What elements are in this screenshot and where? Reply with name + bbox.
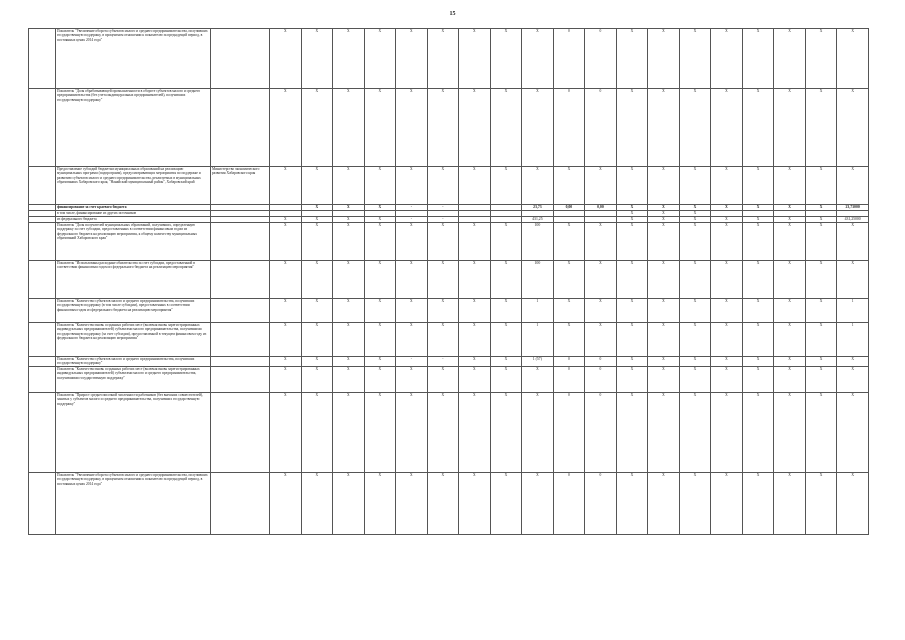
row-number-cell xyxy=(29,261,56,299)
value-cell: X xyxy=(616,261,648,299)
value-cell: X xyxy=(396,299,428,323)
value-cell: X xyxy=(679,167,711,205)
value-cell: X xyxy=(648,211,680,217)
executor-cell xyxy=(211,393,270,473)
table-row xyxy=(29,393,869,473)
value-cell: X xyxy=(679,211,711,217)
value-cell: X xyxy=(333,261,365,299)
value-cell: X xyxy=(679,367,711,393)
value-cell: X xyxy=(837,29,869,89)
value-cell: X xyxy=(742,473,774,535)
value-cell: X xyxy=(648,357,680,367)
value-cell: 0 xyxy=(553,393,585,473)
indicator-name-cell: из федерального бюджета xyxy=(56,217,211,223)
value-cell: X xyxy=(364,299,396,323)
table-row xyxy=(29,261,869,299)
value-cell: X xyxy=(585,261,617,299)
value-cell: X xyxy=(837,261,869,299)
value-cell: X xyxy=(774,473,806,535)
value-cell: X xyxy=(490,367,522,393)
value-cell: X xyxy=(427,261,459,299)
value-cell: X xyxy=(427,473,459,535)
value-cell: X xyxy=(742,299,774,323)
value-cell: X xyxy=(711,223,743,261)
value-cell: - xyxy=(396,357,428,367)
value-cell: X xyxy=(774,29,806,89)
value-cell: X xyxy=(616,29,648,89)
table-row xyxy=(29,167,869,205)
value-cell: X xyxy=(364,29,396,89)
value-cell: - xyxy=(427,217,459,223)
value-cell: X xyxy=(490,473,522,535)
row-number-cell xyxy=(29,89,56,167)
value-cell: X xyxy=(679,223,711,261)
value-cell: X xyxy=(774,89,806,167)
value-cell: X xyxy=(679,205,711,211)
value-cell: X xyxy=(333,357,365,367)
value-cell: X xyxy=(459,167,491,205)
value-cell: X xyxy=(301,323,333,357)
value-cell: X xyxy=(270,261,302,299)
value-cell: 0 xyxy=(553,473,585,535)
indicator-name-cell: Предоставление субсидий бюджетам муниципальных образований на реализацию муниципальных программ (подпрограмм), предусматривающих мероприятия по поддержке и развитию субъектов малого и среднего предпринимательства, реализуемых в муниципальных образованиях Хабаровского края, "Нанайский муниципальный район", Хабаровский край xyxy=(56,167,211,205)
value-cell: X xyxy=(805,167,837,205)
value-cell: X xyxy=(270,167,302,205)
value-cell: X xyxy=(364,205,396,211)
row-number-cell xyxy=(29,29,56,89)
value-cell: X xyxy=(333,473,365,535)
value-cell: X xyxy=(742,89,774,167)
value-cell: X xyxy=(616,211,648,217)
value-cell: X xyxy=(711,205,743,211)
value-cell: X xyxy=(364,357,396,367)
value-cell: X xyxy=(648,167,680,205)
value-cell: X xyxy=(805,89,837,167)
value-cell: X xyxy=(301,89,333,167)
value-cell: X xyxy=(616,367,648,393)
row-number-cell xyxy=(29,323,56,357)
value-cell: 0 xyxy=(585,393,617,473)
executor-cell xyxy=(211,261,270,299)
value-cell: X xyxy=(490,299,522,323)
value-cell: 1 xyxy=(837,323,869,357)
value-cell: 1 xyxy=(522,323,554,357)
value-cell: 0 xyxy=(553,89,585,167)
page-number: 15 xyxy=(449,11,456,17)
value-cell: X xyxy=(742,323,774,357)
value-cell: X xyxy=(301,223,333,261)
value-cell: X xyxy=(805,29,837,89)
value-cell: X xyxy=(490,393,522,473)
value-cell: X xyxy=(616,393,648,473)
table-row xyxy=(29,323,869,357)
value-cell: X xyxy=(585,167,617,205)
value-cell: X xyxy=(301,299,333,323)
value-cell: X xyxy=(459,323,491,357)
value-cell: 431,25000 xyxy=(837,217,869,223)
row-number-cell xyxy=(29,473,56,535)
value-cell: X xyxy=(522,29,554,89)
value-cell: X xyxy=(616,223,648,261)
value-cell: X xyxy=(837,223,869,261)
value-cell: X xyxy=(427,223,459,261)
value-cell: 1 (57) xyxy=(522,357,554,367)
value-cell: X xyxy=(427,367,459,393)
value-cell: X xyxy=(742,205,774,211)
value-cell: 23,73000 xyxy=(837,205,869,211)
value-cell: X xyxy=(648,299,680,323)
value-cell: X xyxy=(270,367,302,393)
executor-cell xyxy=(211,29,270,89)
value-cell: X xyxy=(459,367,491,393)
value-cell: X xyxy=(301,29,333,89)
value-cell: X xyxy=(427,299,459,323)
value-cell: X xyxy=(585,223,617,261)
value-cell: 0 xyxy=(585,357,617,367)
value-cell: X xyxy=(679,323,711,357)
value-cell: X xyxy=(270,473,302,535)
value-cell: X xyxy=(616,205,648,211)
value-cell: X xyxy=(490,323,522,357)
indicator-name-cell: Показатель "Количество субъектов малого и среднего предпринимательства, получивших государственную поддержку" xyxy=(56,357,211,367)
value-cell: X xyxy=(522,167,554,205)
executor-cell xyxy=(211,367,270,393)
value-cell: 0,00 xyxy=(585,205,617,211)
value-cell: 0 xyxy=(585,473,617,535)
indicator-name-cell: Показатель "Количество вновь созданных рабочих мест (включая вновь зарегистрированных индивидуальных предпринимателей) субъектами малого и среднего предпринимательства, получившими государственную поддержку" xyxy=(56,367,211,393)
value-cell: X xyxy=(774,167,806,205)
value-cell: X xyxy=(679,217,711,223)
indicator-name-cell: финансирование за счет краевого бюджета xyxy=(56,205,211,211)
value-cell: X xyxy=(364,323,396,357)
value-cell: X xyxy=(364,167,396,205)
value-cell: X xyxy=(333,299,365,323)
value-cell: X xyxy=(490,89,522,167)
value-cell: X xyxy=(805,393,837,473)
value-cell: X xyxy=(648,89,680,167)
executor-cell xyxy=(211,323,270,357)
row-number-cell xyxy=(29,367,56,393)
indicator-name-cell: Показатель "Количество вновь созданных рабочих мест (включая вновь зарегистрированных индивидуальных предпринимателей) субъектами малого предпринимательства, получившими государственную поддержку (за счет субсидии), предоставленной в текущем финансовом году из федерального бюджета на реализацию мероприятия" xyxy=(56,323,211,357)
value-cell: X xyxy=(333,393,365,473)
value-cell: X xyxy=(648,205,680,211)
value-cell: 0 xyxy=(585,367,617,393)
value-cell: X xyxy=(711,367,743,393)
value-cell: X xyxy=(301,393,333,473)
program-table xyxy=(28,28,869,535)
value-cell: 0,00 xyxy=(553,205,585,211)
table-body xyxy=(29,29,869,535)
value-cell: X xyxy=(711,261,743,299)
value-cell: X xyxy=(427,89,459,167)
value-cell: X xyxy=(679,299,711,323)
value-cell: X xyxy=(648,223,680,261)
value-cell: X xyxy=(805,217,837,223)
value-cell: X xyxy=(616,299,648,323)
table-row xyxy=(29,357,869,367)
value-cell: X xyxy=(270,29,302,89)
value-cell: X xyxy=(301,167,333,205)
value-cell: X xyxy=(396,393,428,473)
value-cell: 0 xyxy=(585,89,617,167)
value-cell: X xyxy=(616,89,648,167)
value-cell: X xyxy=(301,217,333,223)
executor-cell xyxy=(211,299,270,323)
value-cell: X xyxy=(837,473,869,535)
value-cell: X xyxy=(427,393,459,473)
indicator-name-cell: Показатель "Увеличение оборота субъектов малого и среднего предпринимательства, получивших государственную поддержку, в процентном отношении к показателю за предыдущий период, в постоянных ценах 2014 года" xyxy=(56,473,211,535)
value-cell: X xyxy=(490,167,522,205)
value-cell: X xyxy=(616,473,648,535)
value-cell: X xyxy=(837,89,869,167)
indicator-name-cell: Показатель "Прирост среднесписочной численности работников (без внешних совместителей), занятых у субъектов малого и среднего предпринимательства, получивших государственную поддержку" xyxy=(56,393,211,473)
value-cell: X xyxy=(742,261,774,299)
value-cell: X xyxy=(616,217,648,223)
row-number-cell xyxy=(29,223,56,261)
value-cell: X xyxy=(648,29,680,89)
row-number-cell xyxy=(29,167,56,205)
value-cell: X xyxy=(490,261,522,299)
value-cell: X xyxy=(742,393,774,473)
value-cell: - xyxy=(396,217,428,223)
value-cell: X xyxy=(679,89,711,167)
value-cell: X xyxy=(711,473,743,535)
row-number-cell xyxy=(29,357,56,367)
value-cell: 1 xyxy=(837,299,869,323)
value-cell: X xyxy=(648,473,680,535)
value-cell: X xyxy=(553,299,585,323)
executor-cell xyxy=(211,223,270,261)
indicator-name-cell: в том числе, финансирование из других источников xyxy=(56,211,211,217)
value-cell: X xyxy=(805,367,837,393)
indicator-name-cell: Показатель "Доля получателей муниципальных образований, получивших, определенную поддержку за счет субсидии, предоставленных в соответствии финансовым годом из федерального бюджета на реализацию мероприятия, к общему количеству муниципальных образований Хабаровского края" xyxy=(56,223,211,261)
value-cell: X xyxy=(427,29,459,89)
value-cell: X xyxy=(333,89,365,167)
value-cell: X xyxy=(459,261,491,299)
value-cell: X xyxy=(301,205,333,211)
value-cell: X xyxy=(711,323,743,357)
table-row xyxy=(29,299,869,323)
value-cell: X xyxy=(333,223,365,261)
value-cell: X xyxy=(270,357,302,367)
value-cell: X xyxy=(742,223,774,261)
value-cell: X xyxy=(648,261,680,299)
value-cell: X xyxy=(837,167,869,205)
value-cell: 0 xyxy=(553,29,585,89)
value-cell: 0 xyxy=(585,29,617,89)
value-cell: 100 xyxy=(522,261,554,299)
value-cell: X xyxy=(490,223,522,261)
value-cell: X xyxy=(679,261,711,299)
value-cell: X xyxy=(396,367,428,393)
value-cell: X xyxy=(333,167,365,205)
value-cell: X xyxy=(711,217,743,223)
value-cell: X xyxy=(459,393,491,473)
value-cell: X xyxy=(774,217,806,223)
value-cell: 0 xyxy=(553,367,585,393)
value-cell: X xyxy=(364,393,396,473)
value-cell: X xyxy=(648,323,680,357)
executor-cell xyxy=(211,473,270,535)
value-cell: 431,25 xyxy=(522,217,554,223)
table-row xyxy=(29,473,869,535)
value-cell: X xyxy=(837,393,869,473)
table-row xyxy=(29,29,869,89)
value-cell: X xyxy=(364,217,396,223)
value-cell: X xyxy=(553,261,585,299)
value-cell: X xyxy=(459,357,491,367)
value-cell: X xyxy=(364,223,396,261)
value-cell: X xyxy=(553,167,585,205)
value-cell: X xyxy=(648,367,680,393)
value-cell: X xyxy=(805,205,837,211)
value-cell: X xyxy=(270,89,302,167)
value-cell: X xyxy=(742,367,774,393)
value-cell: X xyxy=(427,167,459,205)
value-cell: X xyxy=(364,367,396,393)
value-cell: X xyxy=(364,473,396,535)
value-cell: X xyxy=(679,29,711,89)
value-cell: X xyxy=(396,29,428,89)
value-cell: X xyxy=(711,393,743,473)
value-cell: X xyxy=(522,367,554,393)
value-cell: X xyxy=(396,89,428,167)
value-cell: X xyxy=(459,29,491,89)
value-cell: X xyxy=(522,89,554,167)
value-cell: X xyxy=(301,473,333,535)
value-cell: X xyxy=(711,29,743,89)
value-cell: X xyxy=(459,473,491,535)
executor-cell xyxy=(211,89,270,167)
value-cell: X xyxy=(333,323,365,357)
value-cell: X xyxy=(742,167,774,205)
value-cell: - xyxy=(396,205,428,211)
value-cell: X xyxy=(742,357,774,367)
indicator-name-cell: Показатель "Увеличение оборота субъектов малого и среднего предпринимательства, получивших государственную поддержку, в процентном отношении к показателю за предыдущий период, в постоянных ценах 2014 года" xyxy=(56,29,211,89)
value-cell: X xyxy=(396,261,428,299)
value-cell: X xyxy=(774,261,806,299)
value-cell: X xyxy=(679,393,711,473)
value-cell: X xyxy=(490,29,522,89)
value-cell: X xyxy=(648,393,680,473)
value-cell: X xyxy=(805,473,837,535)
executor-cell xyxy=(211,357,270,367)
value-cell: X xyxy=(553,223,585,261)
value-cell: X xyxy=(616,357,648,367)
value-cell: X xyxy=(396,473,428,535)
table-row xyxy=(29,367,869,393)
value-cell: X xyxy=(364,261,396,299)
row-number-cell xyxy=(29,299,56,323)
value-cell: X xyxy=(459,223,491,261)
indicator-name-cell: Показатель "Использованы расходные обязательства за счет субсидии, предоставленной в соответствии финансовым годом из федерального бюджета на реализацию мероприятия" xyxy=(56,261,211,299)
indicator-name-cell: Показатель "Количество субъектов малого и среднего предпринимательства, получивших государственную поддержку (в том числе субсидии), предоставленных в соответствии финансовым годом из федерального бюджета на реализацию мероприятия" xyxy=(56,299,211,323)
value-cell: X xyxy=(585,323,617,357)
value-cell: X xyxy=(459,299,491,323)
value-cell: X xyxy=(616,323,648,357)
value-cell: 1 xyxy=(522,299,554,323)
value-cell: X xyxy=(805,357,837,367)
value-cell: 0 xyxy=(553,357,585,367)
value-cell: X xyxy=(837,367,869,393)
value-cell: 23,73 xyxy=(522,205,554,211)
value-cell: X xyxy=(333,205,365,211)
value-cell: X xyxy=(333,367,365,393)
value-cell: X xyxy=(301,261,333,299)
value-cell: X xyxy=(396,323,428,357)
value-cell: 100 xyxy=(522,223,554,261)
value-cell: X xyxy=(711,299,743,323)
value-cell: X xyxy=(742,29,774,89)
value-cell: X xyxy=(333,29,365,89)
value-cell: X xyxy=(522,393,554,473)
value-cell: X xyxy=(490,357,522,367)
value-cell: X xyxy=(396,223,428,261)
value-cell: X xyxy=(270,299,302,323)
table-row xyxy=(29,223,869,261)
value-cell: X xyxy=(396,167,428,205)
value-cell: X xyxy=(679,473,711,535)
value-cell: X xyxy=(616,167,648,205)
value-cell: X xyxy=(364,89,396,167)
value-cell: X xyxy=(459,89,491,167)
value-cell: X xyxy=(774,393,806,473)
table-row xyxy=(29,89,869,167)
value-cell: X xyxy=(805,223,837,261)
value-cell: X xyxy=(711,357,743,367)
value-cell: X xyxy=(711,89,743,167)
value-cell: X xyxy=(774,223,806,261)
value-cell: X xyxy=(805,261,837,299)
value-cell: X xyxy=(522,473,554,535)
value-cell: X xyxy=(585,299,617,323)
value-cell: X xyxy=(679,357,711,367)
indicator-name-cell: Показатель "Доля обрабатывающей промышленности в обороте субъектов малого и среднего предпринимательства (без учета индивидуальных предпринимателей), получивших государственную поддержку" xyxy=(56,89,211,167)
value-cell: X xyxy=(742,217,774,223)
value-cell: X xyxy=(837,357,869,367)
value-cell: X xyxy=(301,357,333,367)
value-cell: X xyxy=(301,367,333,393)
value-cell: X xyxy=(648,217,680,223)
value-cell: X xyxy=(427,323,459,357)
value-cell: - xyxy=(427,205,459,211)
value-cell: X xyxy=(270,393,302,473)
value-cell: X xyxy=(805,299,837,323)
value-cell: X xyxy=(270,217,302,223)
value-cell: X xyxy=(774,323,806,357)
value-cell: X xyxy=(774,299,806,323)
value-cell: X xyxy=(270,323,302,357)
value-cell: X xyxy=(774,367,806,393)
value-cell: - xyxy=(427,357,459,367)
value-cell: X xyxy=(805,323,837,357)
value-cell: X xyxy=(711,167,743,205)
value-cell: X xyxy=(270,223,302,261)
value-cell: X xyxy=(774,357,806,367)
value-cell: X xyxy=(774,205,806,211)
row-number-cell xyxy=(29,393,56,473)
value-cell: X xyxy=(553,323,585,357)
executor-cell: Министерство экономического развития Хабаровского края xyxy=(211,167,270,205)
value-cell: X xyxy=(333,217,365,223)
